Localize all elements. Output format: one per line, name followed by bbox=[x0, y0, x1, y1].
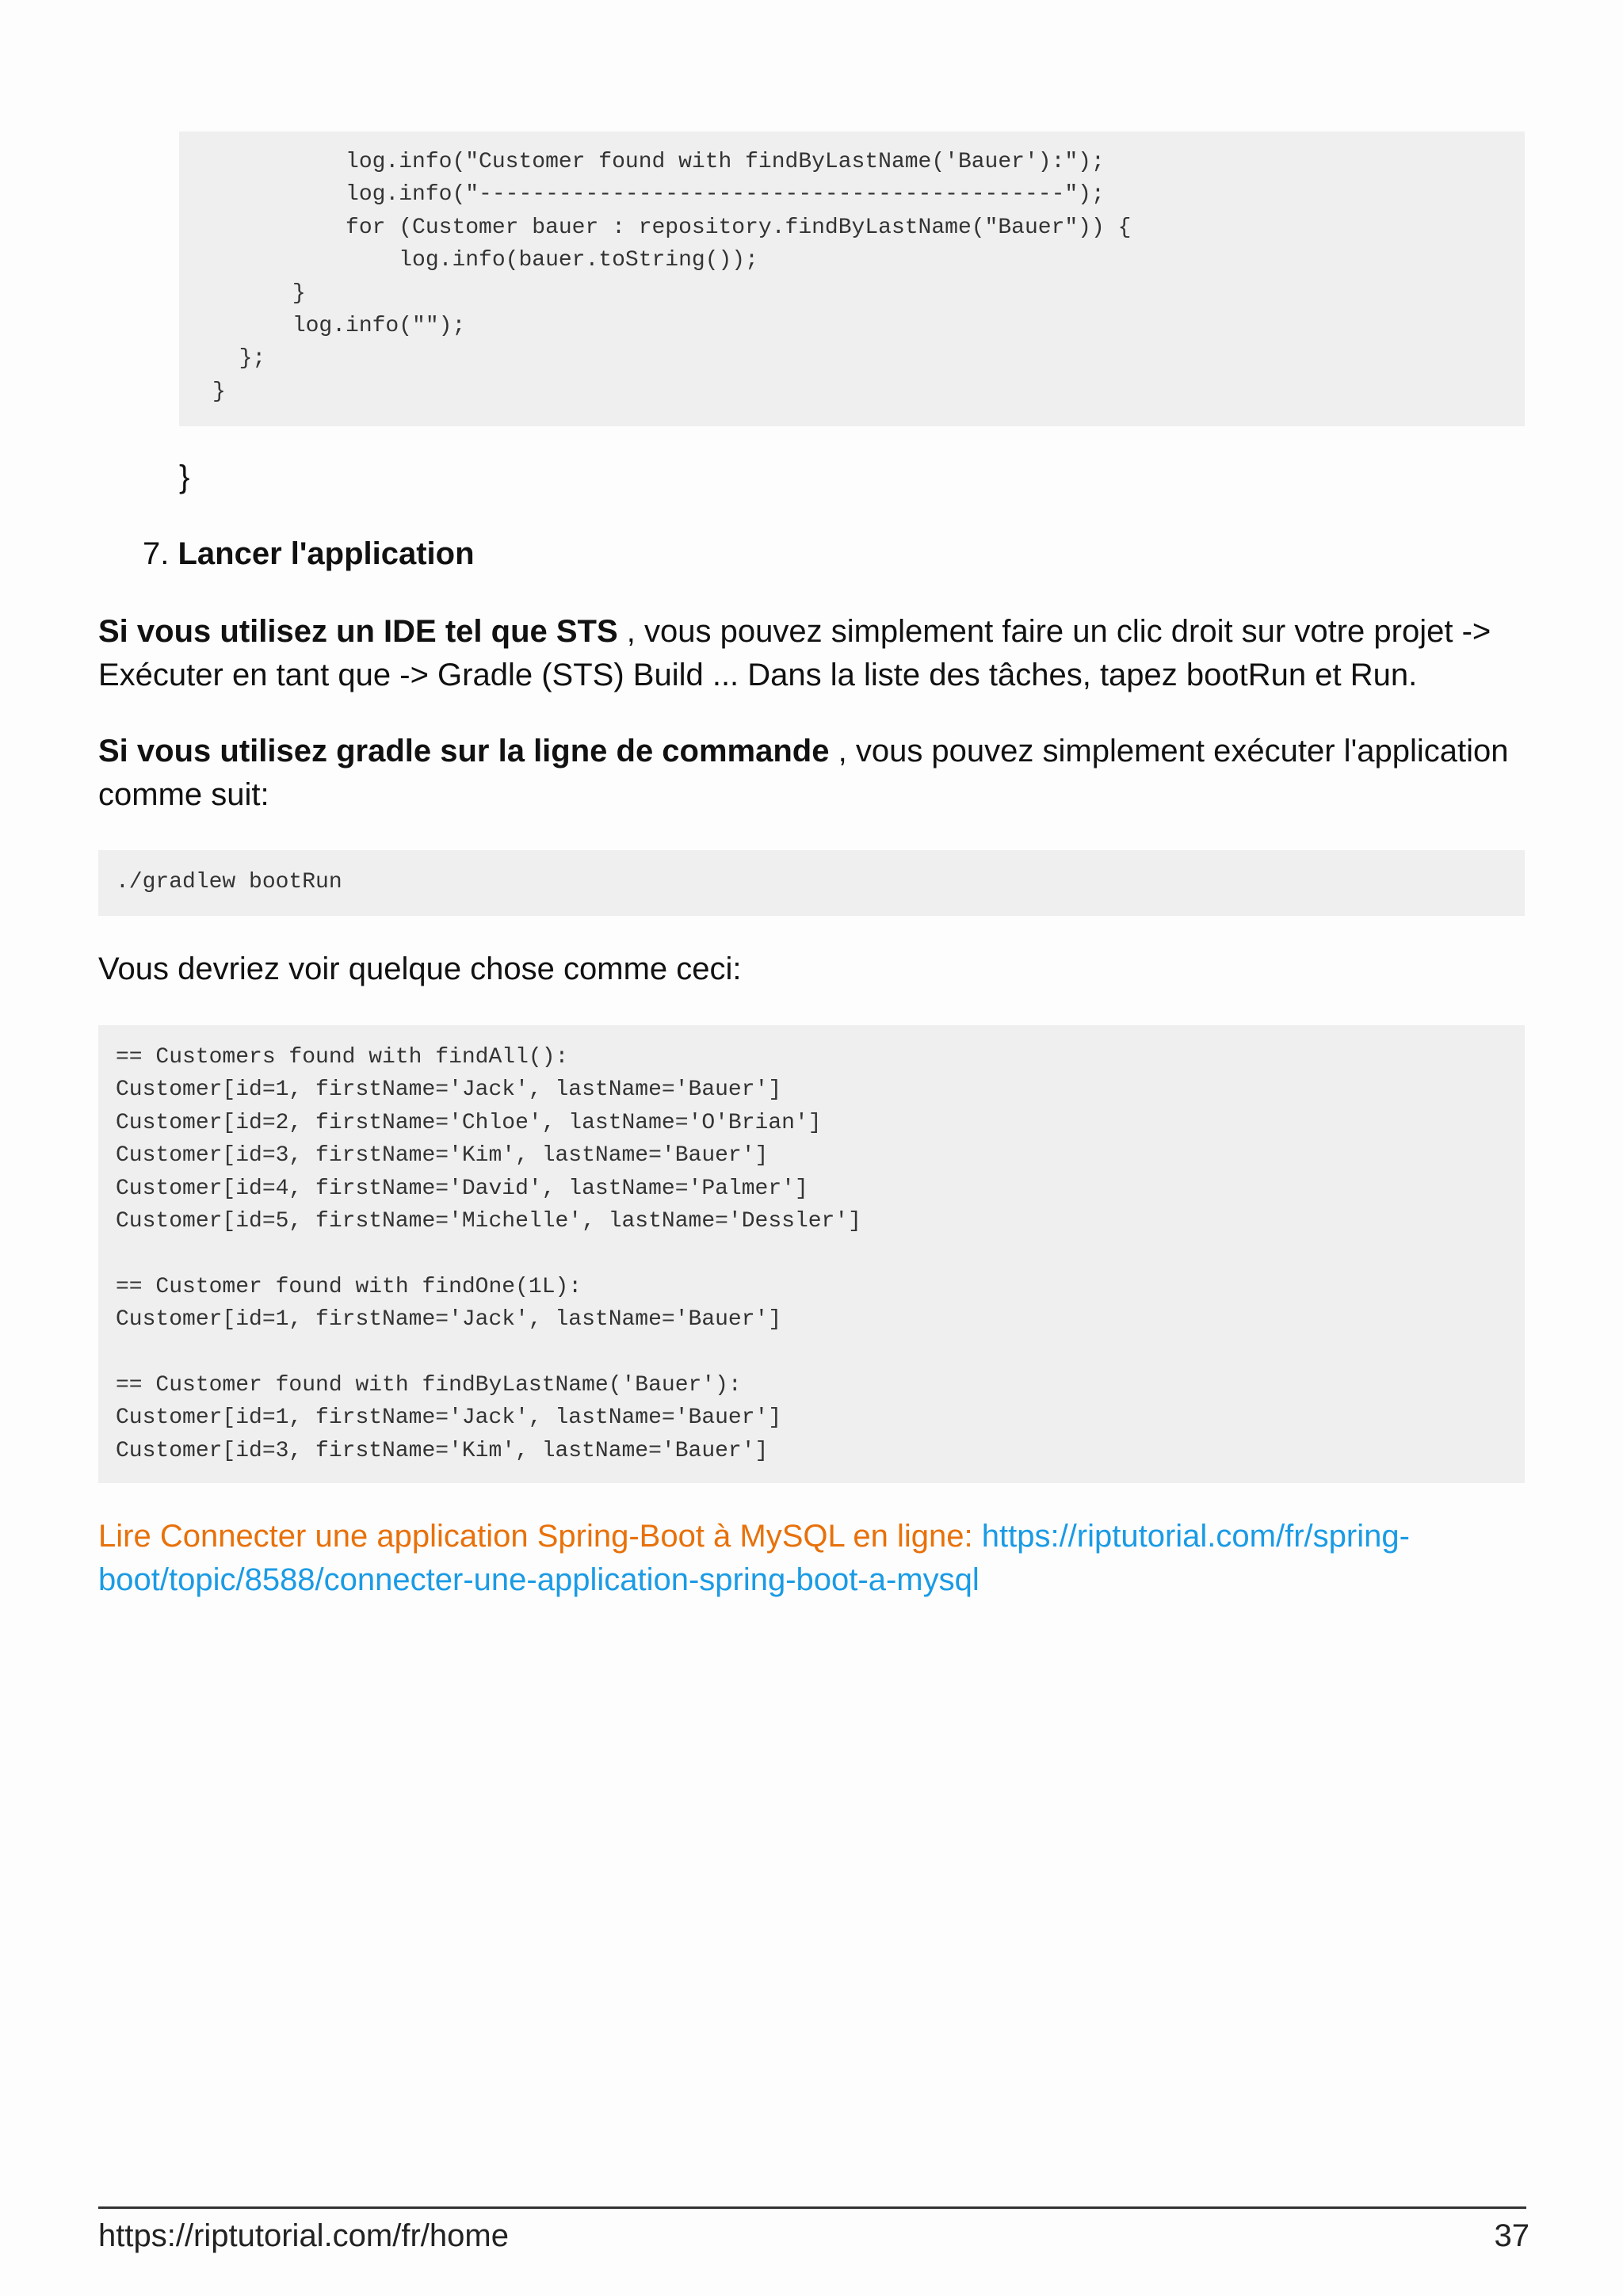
step-heading bbox=[143, 532, 475, 576]
footer-url: https://riptutorial.com/fr/home bbox=[98, 2218, 509, 2253]
code-block-gradle-command: ./gradlew bootRun bbox=[98, 850, 1525, 916]
gradle-instructions-text: , vous pouvez simplement exécuter l'application comme suit: bbox=[98, 734, 1509, 812]
step-number: 7. bbox=[143, 536, 170, 571]
code-block-console-output: == Customers found with findAll(): Customer[id=1, firstName='Jack', lastName='Bauer'] Customer[id=2, firstName='Chloe', lastName='O'Brian'] Customer[id=3, firstName='Kim', lastName='Bauer'] Customer[id=4, firstName='David', lastName='Palmer'] Customer[id=5, firstName='Michelle', lastName='Dessler'] == Customer found with findOne(1L): Customer[id=1, firstName='Jack', lastName='Bauer'] == Customer found with findByLastName('Bauer'): Customer[id=1, firstName='Jack', lastName='Bauer'] Customer[id=3, firstName='Kim', lastName='Bauer'] bbox=[98, 1025, 1525, 1483]
ide-bold-lead: Si vous utilisez un IDE tel que STS bbox=[98, 614, 618, 649]
paragraph-ide-instructions bbox=[98, 610, 1533, 697]
paragraph-expected-output: Vous devriez voir quelque chose comme ceci: bbox=[98, 952, 742, 986]
source-attribution bbox=[98, 1515, 1533, 1602]
closing-brace: } bbox=[179, 460, 190, 494]
step-title: Lancer l'application bbox=[178, 536, 475, 571]
ide-instructions-text: , vous pouvez simplement faire un clic droit sur votre projet -> Exécuter en tant que -> Gradle (STS) Build ... Dans la liste des tâches, tapez bootRun et Run. bbox=[98, 614, 1491, 692]
gradle-bold-lead: Si vous utilisez gradle sur la ligne de commande bbox=[98, 734, 830, 769]
source-link[interactable]: https://riptutorial.com/fr/spring-boot/topic/8588/connecter-une-application-spring-boot-a-mysql bbox=[98, 1519, 1410, 1597]
paragraph-gradle-instructions bbox=[98, 730, 1533, 817]
page-number: 37 bbox=[1494, 2218, 1529, 2253]
source-prefix: Lire Connecter une application Spring-Boot à MySQL en ligne: bbox=[98, 1519, 982, 1554]
footer-divider bbox=[98, 2206, 1526, 2209]
code-block-repository-queries: log.info("Customer found with findByLastName('Bauer'):"); log.info("--------------------------------------------"); for (Customer bauer : repository.findByLastName("Bauer")) { log.info(bauer.toString()); } log.info(""); }; } bbox=[179, 132, 1525, 426]
